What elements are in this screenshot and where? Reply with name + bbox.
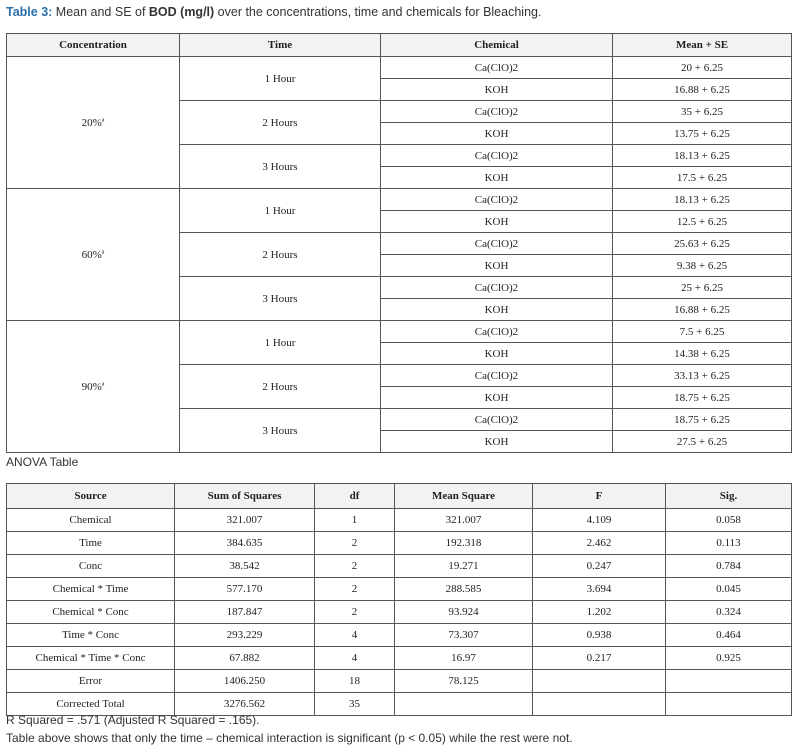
column-header: Chemical: [381, 34, 613, 57]
concentration-superscript: a: [101, 116, 105, 123]
chemical-cell: Ca(ClO)2: [381, 409, 613, 431]
sig-cell: 0.925: [666, 647, 792, 670]
sig-cell: 0.058: [666, 509, 792, 532]
chemical-cell: KOH: [381, 343, 613, 365]
f-cell: 0.217: [533, 647, 666, 670]
chemical-cell: Ca(ClO)2: [381, 277, 613, 299]
chemical-cell: KOH: [381, 167, 613, 189]
anova-label: ANOVA Table: [6, 455, 79, 469]
mean-square-cell: 288.585: [395, 578, 533, 601]
table-row: [7, 57, 792, 79]
sig-cell: [666, 670, 792, 693]
concentration-cell: [7, 321, 180, 453]
f-cell: 2.462: [533, 532, 666, 555]
source-cell: Time * Conc: [7, 624, 175, 647]
mean-square-cell: 19.271: [395, 555, 533, 578]
df-cell: 2: [315, 532, 395, 555]
table-row: [7, 670, 792, 693]
sum-of-squares-cell: 384.635: [175, 532, 315, 555]
f-cell: 0.247: [533, 555, 666, 578]
mean-se-cell: 16.88 + 6.25: [613, 299, 792, 321]
mean-se-cell: 35 + 6.25: [613, 101, 792, 123]
f-cell: 4.109: [533, 509, 666, 532]
source-cell: Chemical * Time: [7, 578, 175, 601]
table-row: [7, 509, 792, 532]
column-header: Source: [7, 484, 175, 509]
source-cell: Conc: [7, 555, 175, 578]
mean-se-cell: 13.75 + 6.25: [613, 123, 792, 145]
chemical-cell: Ca(ClO)2: [381, 57, 613, 79]
table-row: [7, 578, 792, 601]
sum-of-squares-cell: 38.542: [175, 555, 315, 578]
f-cell: 3.694: [533, 578, 666, 601]
column-header: df: [315, 484, 395, 509]
f-cell: 1.202: [533, 601, 666, 624]
concentration-value: 60%: [81, 248, 102, 261]
sum-of-squares-cell: 187.847: [175, 601, 315, 624]
df-cell: 18: [315, 670, 395, 693]
r-squared-note: R Squared = .571 (Adjusted R Squared = .165).: [6, 713, 260, 727]
chemical-cell: KOH: [381, 255, 613, 277]
time-cell: 2 Hours: [180, 365, 381, 409]
table-row: [7, 624, 792, 647]
time-cell: 3 Hours: [180, 409, 381, 453]
anova-table: [6, 483, 792, 716]
bod-means-table: [6, 33, 792, 453]
mean-se-cell: 12.5 + 6.25: [613, 211, 792, 233]
f-cell: [533, 670, 666, 693]
column-header: Sig.: [666, 484, 792, 509]
sig-cell: 0.784: [666, 555, 792, 578]
time-cell: 2 Hours: [180, 233, 381, 277]
time-cell: 2 Hours: [180, 101, 381, 145]
sig-cell: [666, 693, 792, 716]
caption-bold: BOD (mg/l): [148, 5, 215, 19]
column-header: Mean Square: [395, 484, 533, 509]
sig-cell: 0.464: [666, 624, 792, 647]
column-header: Time: [180, 34, 381, 57]
column-header: F: [533, 484, 666, 509]
column-header: Sum of Squares: [175, 484, 315, 509]
mean-se-cell: 18.75 + 6.25: [613, 387, 792, 409]
mean-square-cell: 93.924: [395, 601, 533, 624]
chemical-cell: KOH: [381, 387, 613, 409]
time-cell: 1 Hour: [180, 189, 381, 233]
df-cell: 4: [315, 647, 395, 670]
time-cell: 1 Hour: [180, 321, 381, 365]
sum-of-squares-cell: 3276.562: [175, 693, 315, 716]
time-cell: 3 Hours: [180, 145, 381, 189]
table-row: [7, 601, 792, 624]
f-cell: 0.938: [533, 624, 666, 647]
mean-se-cell: 18.13 + 6.25: [613, 145, 792, 167]
time-cell: 1 Hour: [180, 57, 381, 101]
source-cell: Chemical * Conc: [7, 601, 175, 624]
mean-square-cell: 73.307: [395, 624, 533, 647]
concentration-value: 20%: [81, 116, 102, 129]
mean-se-cell: 9.38 + 6.25: [613, 255, 792, 277]
mean-se-cell: 7.5 + 6.25: [613, 321, 792, 343]
table-row: [7, 647, 792, 670]
column-header: Mean + SE: [613, 34, 792, 57]
caption-text-a: Mean and SE of: [52, 5, 149, 19]
concentration-value: 90%: [81, 380, 102, 393]
sum-of-squares-cell: 321.007: [175, 509, 315, 532]
chemical-cell: KOH: [381, 431, 613, 453]
sig-cell: 0.045: [666, 578, 792, 601]
table-row: [7, 555, 792, 578]
mean-se-cell: 17.5 + 6.25: [613, 167, 792, 189]
source-cell: Error: [7, 670, 175, 693]
time-cell: 3 Hours: [180, 277, 381, 321]
chemical-cell: KOH: [381, 211, 613, 233]
df-cell: 1: [315, 509, 395, 532]
caption-text-b: over the concentrations, time and chemicals for Bleaching.: [214, 5, 542, 19]
source-cell: Corrected Total: [7, 693, 175, 716]
mean-se-cell: 33.13 + 6.25: [613, 365, 792, 387]
chemical-cell: Ca(ClO)2: [381, 233, 613, 255]
caption-prefix: Table 3:: [6, 5, 53, 19]
source-cell: Chemical: [7, 509, 175, 532]
mean-se-cell: 18.13 + 6.25: [613, 189, 792, 211]
mean-square-cell: 192.318: [395, 532, 533, 555]
mean-se-cell: 25.63 + 6.25: [613, 233, 792, 255]
mean-se-cell: 25 + 6.25: [613, 277, 792, 299]
sum-of-squares-cell: 1406.250: [175, 670, 315, 693]
mean-square-cell: [395, 693, 533, 716]
mean-square-cell: 16.97: [395, 647, 533, 670]
chemical-cell: KOH: [381, 299, 613, 321]
df-cell: 2: [315, 578, 395, 601]
chemical-cell: Ca(ClO)2: [381, 365, 613, 387]
table-row: [7, 189, 792, 211]
conclusion-note: Table above shows that only the time – chemical interaction is significant (p < 0.05) while the rest were not.: [6, 731, 573, 745]
df-cell: 4: [315, 624, 395, 647]
chemical-cell: KOH: [381, 79, 613, 101]
concentration-cell: [7, 57, 180, 189]
df-cell: 35: [315, 693, 395, 716]
mean-se-cell: 27.5 + 6.25: [613, 431, 792, 453]
mean-se-cell: 16.88 + 6.25: [613, 79, 792, 101]
f-cell: [533, 693, 666, 716]
df-cell: 2: [315, 601, 395, 624]
mean-se-cell: 18.75 + 6.25: [613, 409, 792, 431]
chemical-cell: KOH: [381, 123, 613, 145]
sig-cell: 0.113: [666, 532, 792, 555]
chemical-cell: Ca(ClO)2: [381, 145, 613, 167]
sum-of-squares-cell: 577.170: [175, 578, 315, 601]
concentration-superscript: a: [101, 248, 105, 255]
chemical-cell: Ca(ClO)2: [381, 321, 613, 343]
source-cell: Time: [7, 532, 175, 555]
chemical-cell: Ca(ClO)2: [381, 101, 613, 123]
chemical-cell: Ca(ClO)2: [381, 189, 613, 211]
mean-se-cell: 14.38 + 6.25: [613, 343, 792, 365]
table-caption: [6, 5, 541, 19]
sum-of-squares-cell: 67.882: [175, 647, 315, 670]
mean-se-cell: 20 + 6.25: [613, 57, 792, 79]
sig-cell: 0.324: [666, 601, 792, 624]
df-cell: 2: [315, 555, 395, 578]
table-header-row: [7, 34, 792, 57]
mean-square-cell: 321.007: [395, 509, 533, 532]
sum-of-squares-cell: 293.229: [175, 624, 315, 647]
concentration-superscript: a: [101, 380, 105, 387]
concentration-cell: [7, 189, 180, 321]
mean-square-cell: 78.125: [395, 670, 533, 693]
table-row: [7, 532, 792, 555]
table-row: [7, 321, 792, 343]
table-header-row: [7, 484, 792, 509]
column-header: Concentration: [7, 34, 180, 57]
source-cell: Chemical * Time * Conc: [7, 647, 175, 670]
